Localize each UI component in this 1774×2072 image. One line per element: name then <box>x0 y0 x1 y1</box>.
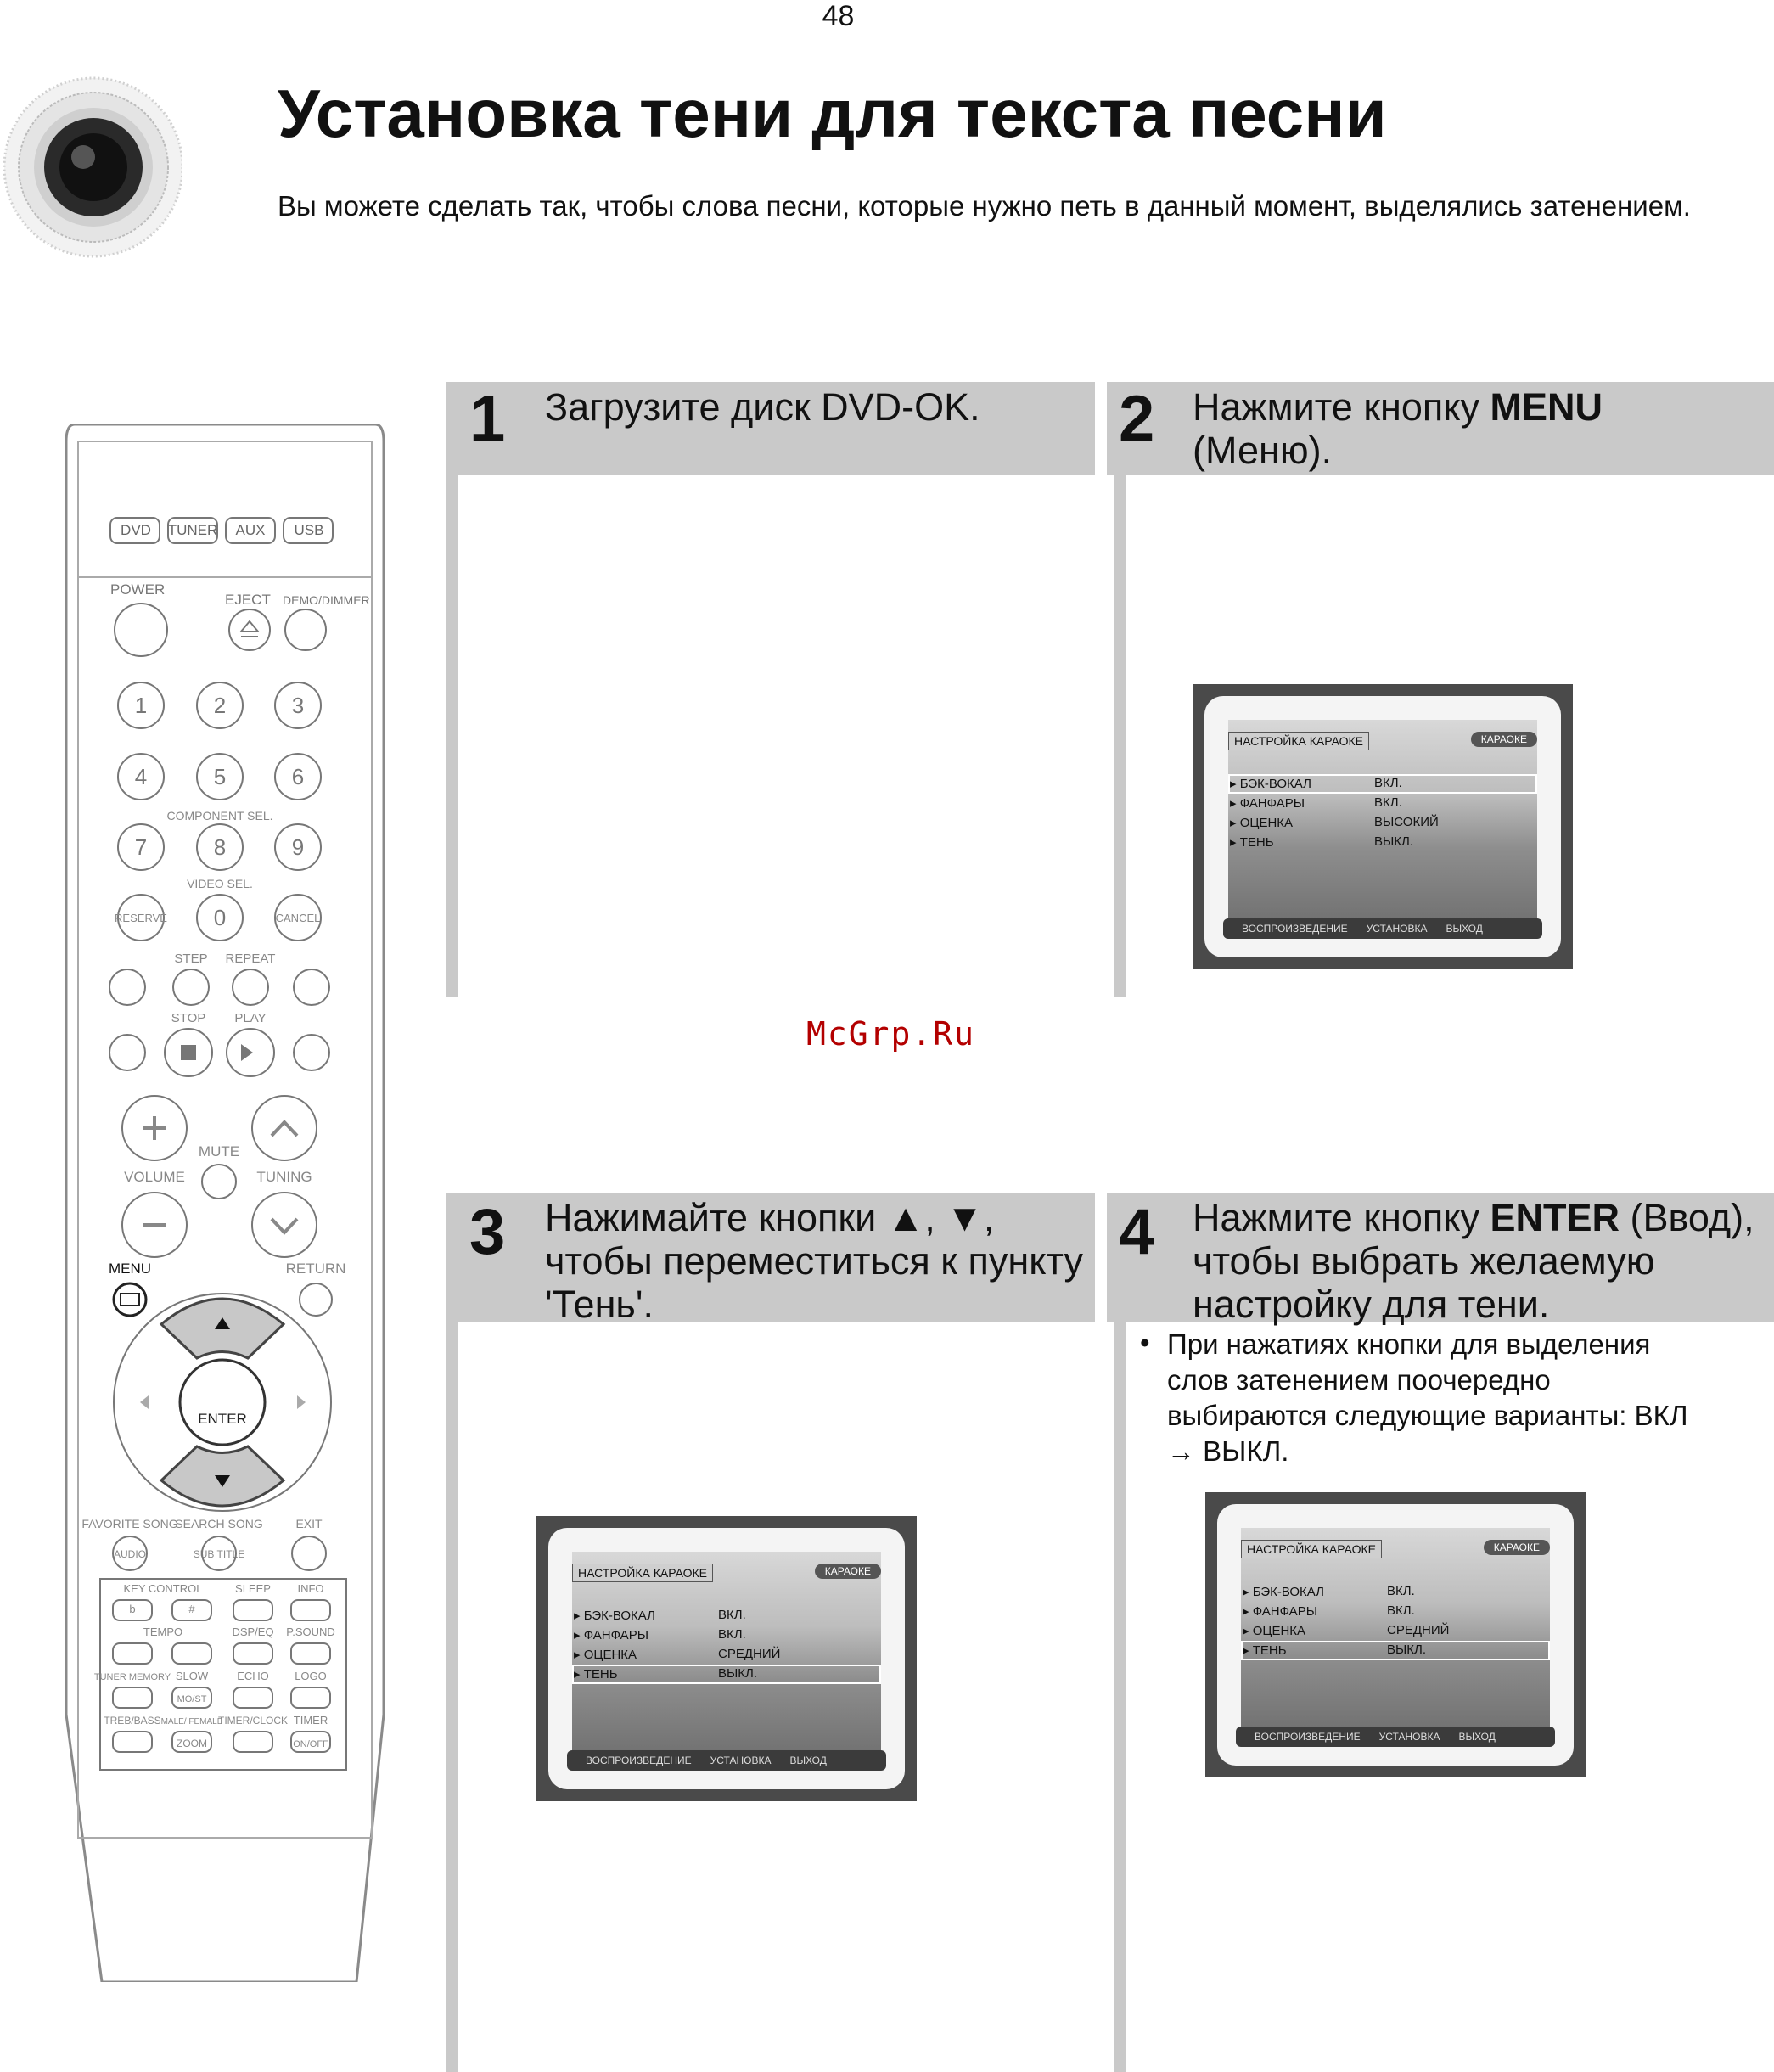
step-4-line-3: настройку для тени. <box>1193 1283 1550 1326</box>
source-dvd: DVD <box>121 522 151 538</box>
key-control-label: KEY CONTROL <box>123 1582 203 1595</box>
logo-label: LOGO <box>295 1670 327 1682</box>
video-sel-label: VIDEO SEL. <box>187 877 253 890</box>
step-2-text-post: (Меню). <box>1193 429 1333 472</box>
osd-row: ▸ ТЕНЬ ВЫКЛ. <box>572 1665 881 1684</box>
step-4-text <box>1193 1196 1770 1326</box>
step-4-line-2: чтобы выбрать желаемую <box>1193 1239 1655 1283</box>
exit-label: EXIT <box>295 1517 323 1530</box>
step-3-text <box>545 1196 1088 1326</box>
timer-label: TIMER <box>293 1714 328 1727</box>
osd-screen-step-3 <box>536 1516 917 1801</box>
osd-menu-title: НАСТРОЙКА КАРАОКЕ <box>1228 732 1369 750</box>
mute-label: MUTE <box>198 1143 240 1160</box>
intro-text: Вы можете сделать так, чтобы слова песни, которые нужно петь в данный момент, выделялись затенением. <box>278 190 1691 222</box>
step-4-number: 4 <box>1119 1196 1155 1268</box>
column-line <box>1114 1193 1126 2072</box>
flat-label: b <box>129 1603 136 1615</box>
power-label: POWER <box>110 581 166 598</box>
zoom-label: ZOOM <box>177 1738 207 1749</box>
step-1-number: 1 <box>469 383 506 455</box>
tuning-label: TUNING <box>256 1169 312 1185</box>
step-3-number: 3 <box>469 1196 506 1268</box>
digit-6-label: 6 <box>291 764 305 789</box>
osd-bottom-bar: ВОСПРОИЗВЕДЕНИЕ УСТАНОВКА ВЫХОД <box>1236 1727 1555 1747</box>
column-line <box>446 1193 458 2072</box>
eject-label: EJECT <box>225 592 271 608</box>
menu-label: MENU <box>108 1261 152 1277</box>
osd-row: ▸ БЭК-ВОКАЛ ВКЛ. <box>574 1608 746 1623</box>
osd-row: ▸ ТЕНЬ ВЫКЛ. <box>1230 834 1414 850</box>
return-label: RETURN <box>285 1261 346 1277</box>
psound-label: P.SOUND <box>286 1626 335 1638</box>
source-usb: USB <box>294 522 324 538</box>
repeat-label: REPEAT <box>225 952 276 966</box>
step-3-line-2: чтобы переместиться к пункту <box>545 1239 1083 1283</box>
reserve-label: RESERVE <box>115 912 167 924</box>
volume-label: VOLUME <box>124 1169 185 1185</box>
sleep-label: SLEEP <box>235 1582 271 1595</box>
echo-label: ECHO <box>237 1670 269 1682</box>
osd-row: ▸ ФАНФАРЫ ВКЛ. <box>574 1627 746 1642</box>
step-2-text <box>1193 385 1753 472</box>
remote-control <box>59 424 386 1982</box>
osd-karaoke-badge: КАРАОКЕ <box>815 1564 881 1579</box>
step-4-enter-key: ENTER <box>1490 1196 1620 1239</box>
osd-karaoke-badge: КАРАОКЕ <box>1471 732 1537 747</box>
digit-9-label: 9 <box>291 834 305 860</box>
demo-label: DEMO/DIMMER <box>283 593 370 607</box>
osd-karaoke-badge: КАРАОКЕ <box>1484 1540 1550 1555</box>
digit-5-label: 5 <box>213 764 227 789</box>
osd-menu-title: НАСТРОЙКА КАРАОКЕ <box>1241 1540 1382 1558</box>
search-song-label: SEARCH SONG <box>175 1517 263 1530</box>
tuner-memory-label: TUNER MEMORY <box>93 1672 171 1682</box>
info-label: INFO <box>297 1582 324 1595</box>
osd-row: ▸ БЭК-ВОКАЛ ВКЛ. <box>1243 1584 1415 1599</box>
osd-row: ▸ БЭК-ВОКАЛ ВКЛ. <box>1228 774 1537 794</box>
watermark: McGrp.Ru <box>806 1015 976 1053</box>
osd-row: ▸ ОЦЕНКА ВЫСОКИЙ <box>1230 815 1439 830</box>
play-label: PLAY <box>234 1011 267 1025</box>
step-3-line-3: 'Тень'. <box>545 1283 654 1326</box>
digit-4-label: 4 <box>134 764 148 789</box>
speaker-icon <box>0 72 182 263</box>
step-label: STEP <box>174 952 208 966</box>
osd-row: ▸ ОЦЕНКА СРЕДНИЙ <box>1243 1623 1450 1638</box>
step-2-number: 2 <box>1119 383 1155 455</box>
treb-bass-label: TREB/BASS <box>104 1715 161 1727</box>
on-off-label: ON/OFF <box>293 1739 328 1749</box>
cancel-label: CANCEL <box>275 912 321 924</box>
digit-8-label: 8 <box>213 834 227 860</box>
osd-screen-step-4 <box>1205 1492 1586 1777</box>
osd-row: ▸ ФАНФАРЫ ВКЛ. <box>1243 1603 1415 1619</box>
osd-bottom-bar: ВОСПРОИЗВЕДЕНИЕ УСТАНОВКА ВЫХОД <box>1223 918 1542 939</box>
osd-bottom-bar: ВОСПРОИЗВЕДЕНИЕ УСТАНОВКА ВЫХОД <box>567 1750 886 1771</box>
stop-label: STOP <box>171 1011 206 1025</box>
audio-label: AUDIO <box>113 1548 147 1560</box>
osd-screen-step-2 <box>1193 684 1573 969</box>
page-number: 48 <box>822 0 855 32</box>
bullet-text: При нажатиях кнопки для выделения слов затенением поочередно выбираются следующие варианты: ВКЛ → ВЫКЛ. <box>1167 1328 1688 1467</box>
digit-3-label: 3 <box>291 693 305 718</box>
bullet-dot: • <box>1140 1327 1150 1358</box>
subtitle-label: SUB TITLE <box>193 1548 245 1560</box>
dsp-eq-label: DSP/EQ <box>232 1626 274 1638</box>
slow-label: SLOW <box>175 1670 209 1682</box>
male-female-label: MALE/ FEMALE <box>160 1717 223 1727</box>
timer-clock-label: TIMER/CLOCK <box>217 1715 289 1727</box>
digit-1-label: 1 <box>134 693 148 718</box>
osd-row: ▸ ТЕНЬ ВЫКЛ. <box>1241 1641 1550 1660</box>
source-aux: AUX <box>235 522 266 538</box>
stop-icon <box>181 1045 196 1060</box>
mo-st-label: MO/ST <box>177 1694 207 1704</box>
osd-menu-title: НАСТРОЙКА КАРАОКЕ <box>572 1564 713 1582</box>
sharp-label: # <box>188 1603 195 1615</box>
step-1-text: Загрузите диск DVD-OK. <box>545 385 980 429</box>
tempo-label: TEMPO <box>143 1626 183 1638</box>
osd-row: ▸ ОЦЕНКА СРЕДНИЙ <box>574 1647 781 1662</box>
step-4-text-post: (Ввод), <box>1619 1196 1754 1239</box>
component-sel-label: COMPONENT SEL. <box>166 809 273 823</box>
source-tuner: TUNER <box>167 522 218 538</box>
digit-2-label: 2 <box>213 693 227 718</box>
favorite-song-label: FAVORITE SONG <box>81 1517 178 1530</box>
enter-label: ENTER <box>198 1411 247 1427</box>
step-2-menu-key: MENU <box>1490 385 1603 429</box>
step-2-text-pre: Нажмите кнопку <box>1193 385 1490 429</box>
page-title: Установка тени для текста песни <box>278 76 1387 151</box>
digit-0-label: 0 <box>213 905 227 930</box>
digit-7-label: 7 <box>134 834 148 860</box>
osd-row: ▸ ФАНФАРЫ ВКЛ. <box>1230 795 1402 811</box>
step-3-line-1: Нажимайте кнопки ▲, ▼, <box>545 1196 995 1239</box>
step-4-text-pre: Нажмите кнопку <box>1193 1196 1490 1239</box>
